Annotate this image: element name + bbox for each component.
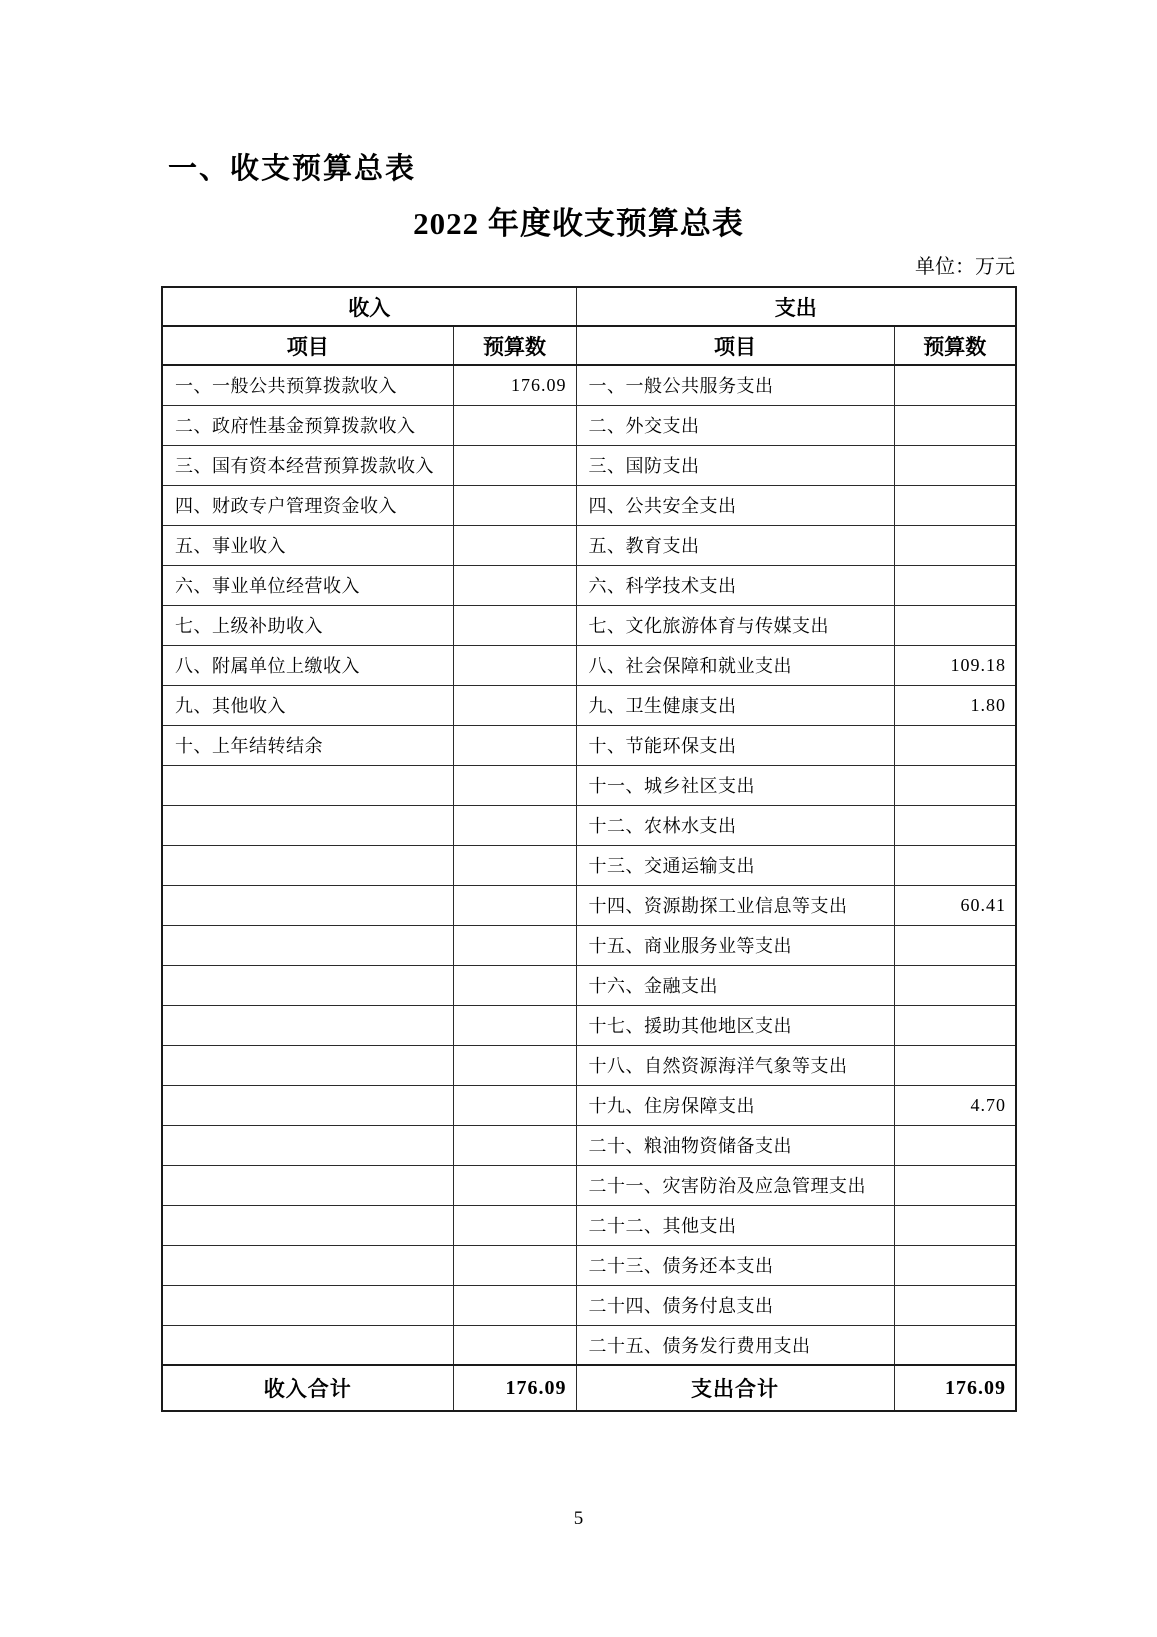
income-budget-cell [453, 485, 576, 525]
section-header-row [162, 287, 1016, 326]
table-row [162, 885, 1016, 925]
income-budget-cell [453, 1085, 576, 1125]
income-item-cell: 六、事业单位经营收入 [162, 565, 453, 605]
income-item-cell [162, 1045, 453, 1085]
table-title: 2022 年度收支预算总表 [413, 206, 744, 241]
expense-item-cell: 十二、农林水支出 [576, 805, 894, 845]
expense-budget-cell [894, 1285, 1016, 1325]
expense-item-cell: 二十、粮油物资储备支出 [576, 1125, 894, 1165]
income-item-cell [162, 885, 453, 925]
income-budget-cell [453, 1205, 576, 1245]
budget-table [161, 286, 1017, 1412]
expense-item-column-header: 项目 [576, 326, 894, 365]
expense-budget-cell [894, 925, 1016, 965]
table-row [162, 805, 1016, 845]
income-budget-cell [453, 1285, 576, 1325]
income-item-cell [162, 805, 453, 845]
expense-budget-cell: 60.41 [894, 885, 1016, 925]
income-budget-cell [453, 1325, 576, 1365]
expense-item-cell: 十八、自然资源海洋气象等支出 [576, 1045, 894, 1085]
section-heading: 一、收支预算总表 [168, 153, 417, 185]
income-item-cell: 八、附属单位上缴收入 [162, 645, 453, 685]
income-budget-cell [453, 685, 576, 725]
expense-budget-cell: 1.80 [894, 685, 1016, 725]
income-item-cell [162, 1005, 453, 1045]
income-item-column-header: 项目 [162, 326, 453, 365]
expense-budget-cell [894, 1045, 1016, 1085]
expense-item-cell: 九、卫生健康支出 [576, 685, 894, 725]
expense-item-cell: 十、节能环保支出 [576, 725, 894, 765]
expense-budget-cell [894, 525, 1016, 565]
expense-budget-cell [894, 1245, 1016, 1285]
income-budget-cell [453, 885, 576, 925]
table-row [162, 1045, 1016, 1085]
expense-item-cell: 十三、交通运输支出 [576, 845, 894, 885]
table-row [162, 925, 1016, 965]
income-item-cell: 一、一般公共预算拨款收入 [162, 365, 453, 405]
expense-budget-cell [894, 805, 1016, 845]
income-item-cell [162, 1285, 453, 1325]
expense-item-cell: 二十五、债务发行费用支出 [576, 1325, 894, 1365]
table-row [162, 1125, 1016, 1165]
expense-budget-cell [894, 725, 1016, 765]
expense-item-cell: 十七、援助其他地区支出 [576, 1005, 894, 1045]
income-budget-cell [453, 1245, 576, 1285]
expense-item-cell: 二十四、债务付息支出 [576, 1285, 894, 1325]
income-total-label: 收入合计 [162, 1365, 453, 1411]
expense-item-cell: 二十三、债务还本支出 [576, 1245, 894, 1285]
income-item-cell [162, 1205, 453, 1245]
expense-budget-cell [894, 1165, 1016, 1205]
expense-item-cell: 二、外交支出 [576, 405, 894, 445]
income-budget-cell [453, 925, 576, 965]
income-section-header: 收入 [162, 287, 576, 326]
expense-budget-cell [894, 965, 1016, 1005]
expense-item-cell: 十五、商业服务业等支出 [576, 925, 894, 965]
income-budget-cell [453, 965, 576, 1005]
expense-budget-cell [894, 565, 1016, 605]
income-item-cell: 二、政府性基金预算拨款收入 [162, 405, 453, 445]
expense-item-cell: 十六、金融支出 [576, 965, 894, 1005]
expense-budget-cell [894, 1325, 1016, 1365]
table-row [162, 965, 1016, 1005]
expense-budget-cell [894, 445, 1016, 485]
table-row [162, 725, 1016, 765]
income-item-cell [162, 1325, 453, 1365]
income-budget-cell: 176.09 [453, 365, 576, 405]
table-row [162, 765, 1016, 805]
expense-item-cell: 十九、住房保障支出 [576, 1085, 894, 1125]
expense-item-cell: 一、一般公共服务支出 [576, 365, 894, 405]
table-row [162, 525, 1016, 565]
expense-budget-cell: 109.18 [894, 645, 1016, 685]
income-budget-cell [453, 1125, 576, 1165]
income-budget-cell [453, 405, 576, 445]
table-row [162, 485, 1016, 525]
table-row [162, 1085, 1016, 1125]
expense-budget-cell [894, 845, 1016, 885]
income-budget-cell [453, 445, 576, 485]
income-item-cell: 三、国有资本经营预算拨款收入 [162, 445, 453, 485]
expense-section-header: 支出 [576, 287, 1016, 326]
income-item-cell: 九、其他收入 [162, 685, 453, 725]
income-total-value: 176.09 [453, 1365, 576, 1411]
income-budget-column-header: 预算数 [453, 326, 576, 365]
expense-item-cell: 四、公共安全支出 [576, 485, 894, 525]
expense-item-cell: 二十一、灾害防治及应急管理支出 [576, 1165, 894, 1205]
income-item-cell: 十、上年结转结余 [162, 725, 453, 765]
expense-item-cell: 八、社会保障和就业支出 [576, 645, 894, 685]
expense-total-label: 支出合计 [576, 1365, 894, 1411]
table-row [162, 1005, 1016, 1045]
expense-budget-cell [894, 605, 1016, 645]
expense-budget-cell [894, 485, 1016, 525]
expense-item-cell: 六、科学技术支出 [576, 565, 894, 605]
table-row [162, 605, 1016, 645]
table-row [162, 1325, 1016, 1365]
table-row [162, 1165, 1016, 1205]
income-item-cell [162, 1085, 453, 1125]
income-budget-cell [453, 565, 576, 605]
income-item-cell [162, 845, 453, 885]
expense-budget-cell [894, 1205, 1016, 1245]
income-item-cell: 七、上级补助收入 [162, 605, 453, 645]
income-item-cell [162, 1245, 453, 1285]
income-item-cell [162, 965, 453, 1005]
expense-budget-cell [894, 365, 1016, 405]
table-row [162, 445, 1016, 485]
income-budget-cell [453, 525, 576, 565]
income-item-cell [162, 1125, 453, 1165]
income-item-cell [162, 1165, 453, 1205]
expense-budget-cell [894, 765, 1016, 805]
page-number: 5 [573, 1508, 584, 1529]
expense-budget-cell [894, 1125, 1016, 1165]
table-row [162, 1245, 1016, 1285]
income-item-cell: 四、财政专户管理资金收入 [162, 485, 453, 525]
income-budget-cell [453, 1045, 576, 1085]
income-item-cell [162, 925, 453, 965]
income-budget-cell [453, 645, 576, 685]
expense-item-cell: 七、文化旅游体育与传媒支出 [576, 605, 894, 645]
income-budget-cell [453, 725, 576, 765]
expense-budget-cell [894, 405, 1016, 445]
unit-label: 单位：万元 [915, 256, 1015, 278]
expense-budget-column-header: 预算数 [894, 326, 1016, 365]
expense-budget-cell: 4.70 [894, 1085, 1016, 1125]
table-row [162, 845, 1016, 885]
table-row [162, 645, 1016, 685]
income-item-cell [162, 765, 453, 805]
income-budget-cell [453, 845, 576, 885]
column-header-row [162, 326, 1016, 365]
table-row [162, 1285, 1016, 1325]
income-budget-cell [453, 765, 576, 805]
income-budget-cell [453, 1165, 576, 1205]
income-item-cell: 五、事业收入 [162, 525, 453, 565]
expense-total-value: 176.09 [894, 1365, 1016, 1411]
table-row [162, 1205, 1016, 1245]
income-budget-cell [453, 1005, 576, 1045]
income-budget-cell [453, 605, 576, 645]
table-row [162, 405, 1016, 445]
expense-item-cell: 五、教育支出 [576, 525, 894, 565]
expense-item-cell: 十一、城乡社区支出 [576, 765, 894, 805]
expense-item-cell: 二十二、其他支出 [576, 1205, 894, 1245]
table-row [162, 365, 1016, 405]
table-row [162, 565, 1016, 605]
income-budget-cell [453, 805, 576, 845]
expense-item-cell: 三、国防支出 [576, 445, 894, 485]
expense-budget-cell [894, 1005, 1016, 1045]
expense-item-cell: 十四、资源勘探工业信息等支出 [576, 885, 894, 925]
table-row [162, 685, 1016, 725]
total-row [162, 1365, 1016, 1411]
